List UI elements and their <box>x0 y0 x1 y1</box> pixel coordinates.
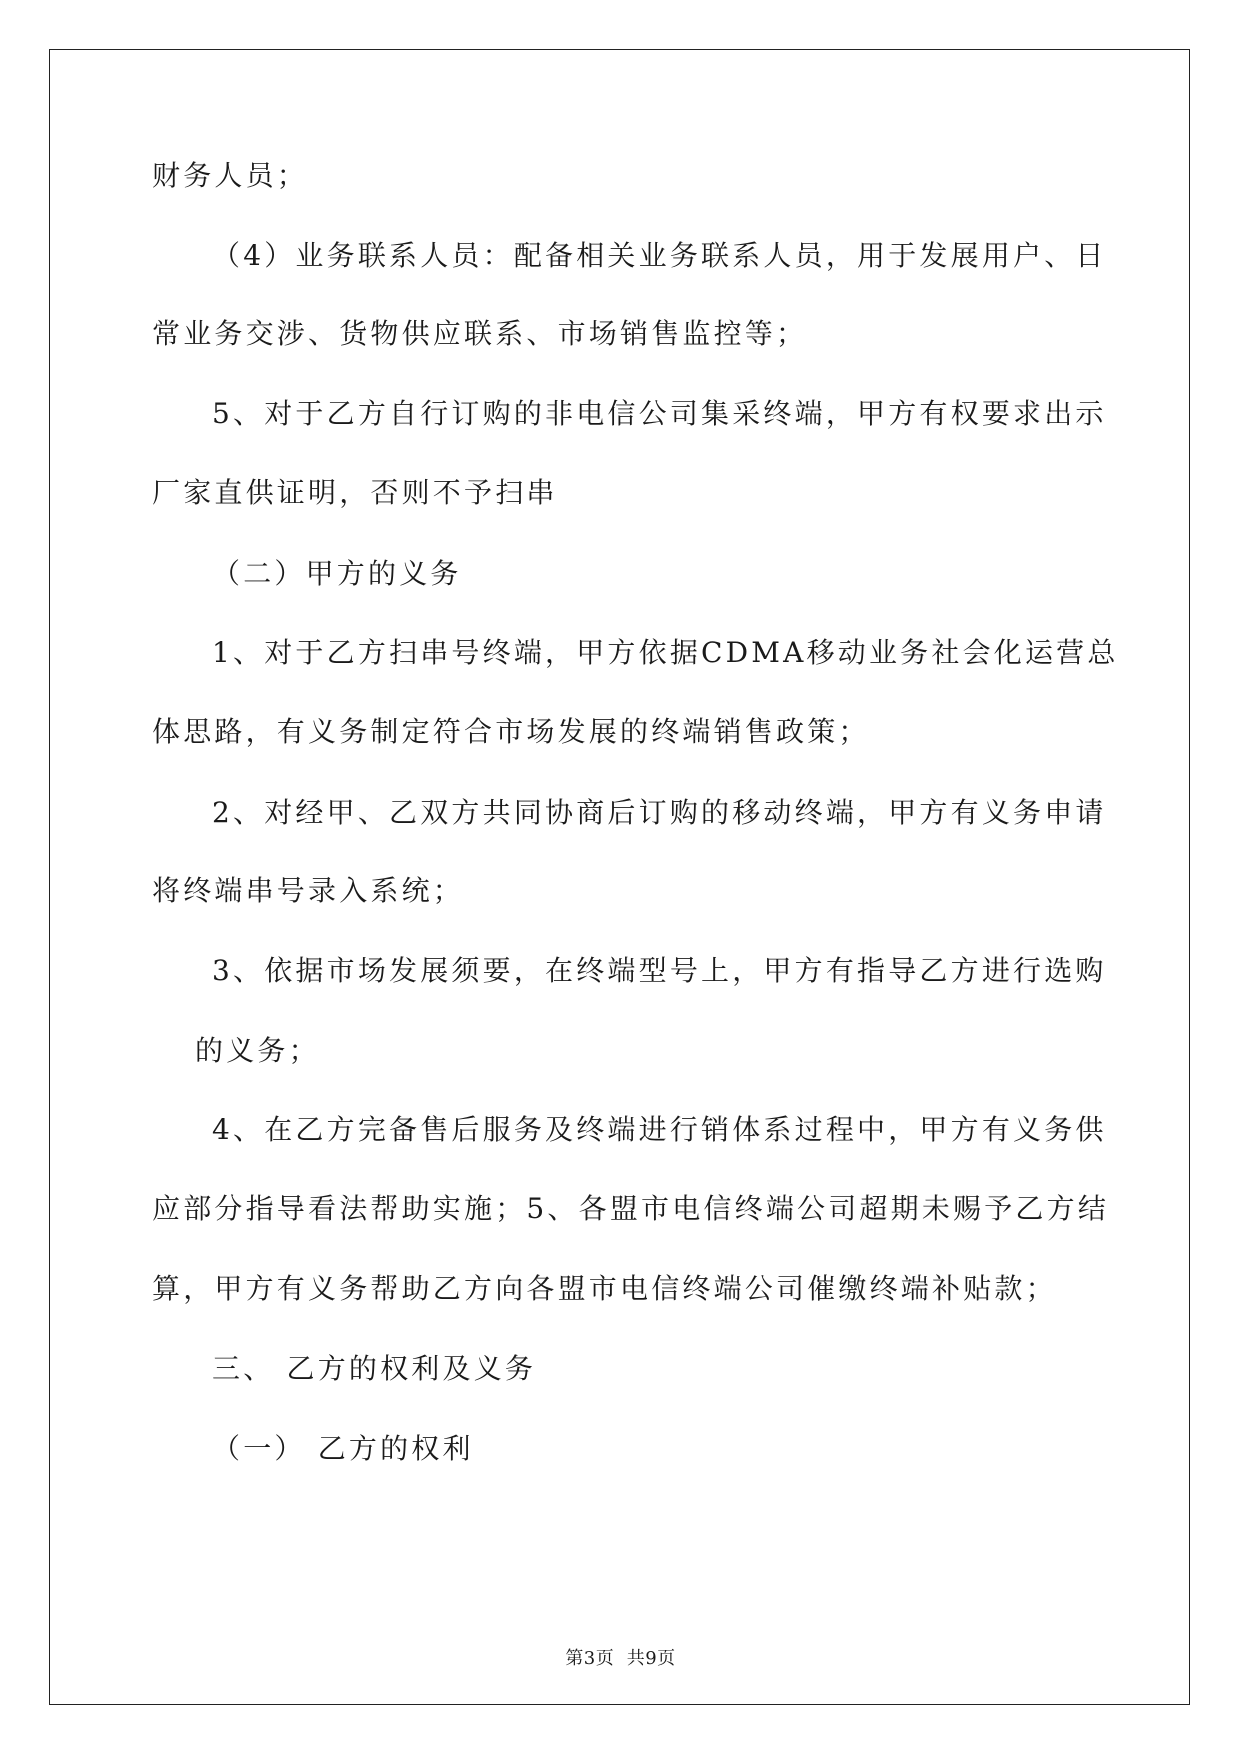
text-line: 2、对经甲、乙双方共同协商后订购的移动终端，甲方有义务申请 <box>212 796 1107 829</box>
text-line: 将终端串号录入系统； <box>152 874 465 907</box>
text-line: 5、对于乙方自行订购的非电信公司集采终端，甲方有权要求出示 <box>212 397 1107 430</box>
text-line: 财务人员； <box>152 159 309 192</box>
text-line: 的义务； <box>195 1034 320 1067</box>
text-line: 厂家直供证明，否则不予扫串 <box>152 476 558 509</box>
text-line: 3、依据市场发展须要，在终端型号上，甲方有指导乙方进行选购 <box>212 954 1107 987</box>
text-line: 体思路，有义务制定符合市场发展的终端销售政策； <box>152 715 870 748</box>
section-heading: 三、 乙方的权利及义务 <box>212 1352 537 1385</box>
text-line: 1、对于乙方扫串号终端，甲方依据CDMA移动业务社会化运营总 <box>212 636 1119 669</box>
text-line: 常业务交涉、货物供应联系、市场销售监控等； <box>152 317 808 350</box>
text-line: 算，甲方有义务帮助乙方向各盟市电信终端公司催缴终端补贴款； <box>152 1272 1057 1305</box>
section-heading: （一） 乙方的权利 <box>212 1432 474 1465</box>
page-footer: 第3页 共9页 <box>565 1648 676 1669</box>
text-line: 应部分指导看法帮助实施；5、各盟市电信终端公司超期未赐予乙方结 <box>152 1192 1110 1225</box>
text-line: （4）业务联系人员：配备相关业务联系人员，用于发展用户、日 <box>212 239 1107 272</box>
section-heading: （二）甲方的义务 <box>212 557 462 590</box>
text-line: 4、在乙方完备售后服务及终端进行销体系过程中，甲方有义务供 <box>212 1113 1107 1146</box>
